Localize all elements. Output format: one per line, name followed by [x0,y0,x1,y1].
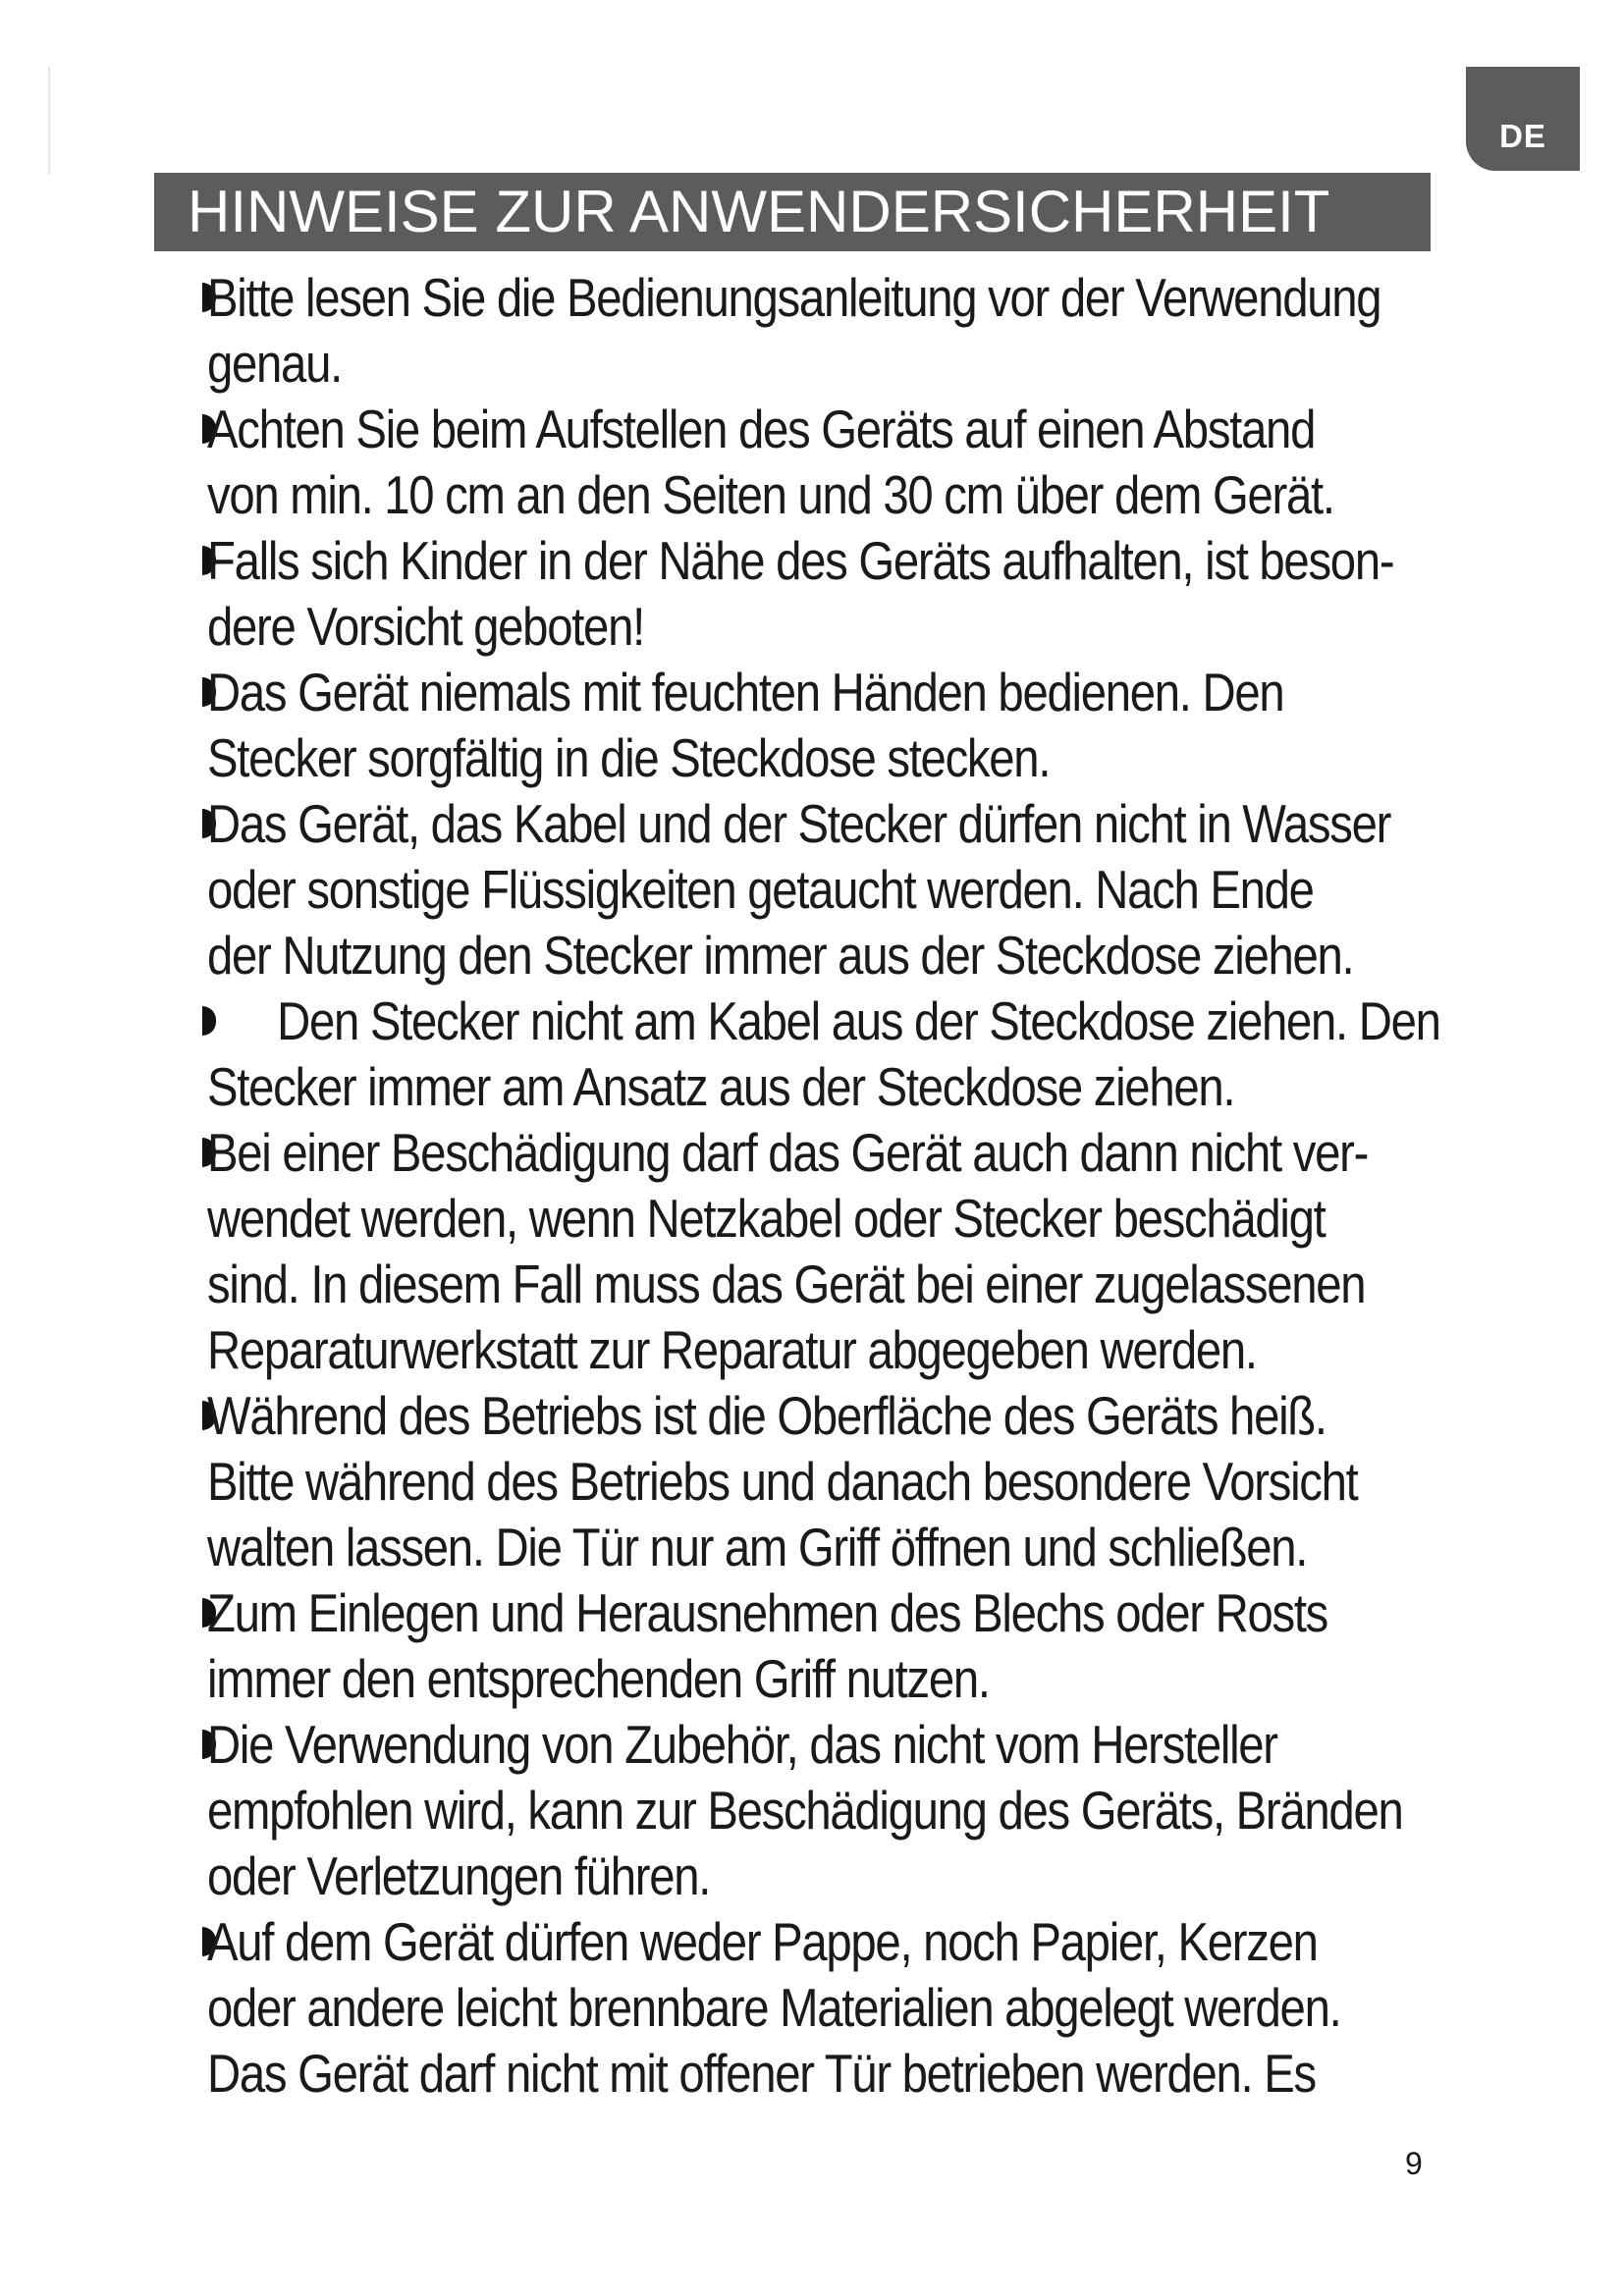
item-line: wendet werden, wenn Netzkabel oder Stecker beschädigt [207,1188,1326,1249]
list-item [207,1120,1513,1383]
list-item [207,1712,1513,1909]
item-line: Das Gerät, das Kabel und der Stecker dürfen nicht in Wasser [207,793,1391,854]
list-item [207,528,1513,660]
page-number: 9 [1405,2146,1423,2181]
item-line: Bitte lesen Sie die Bedienungsanleitung vor der Verwendung [207,267,1381,328]
list-item [207,1909,1513,2107]
list-item [207,791,1513,988]
item-line: Den Stecker nicht am Kabel aus der Steckdose ziehen. Den [207,990,1440,1051]
item-line: der Nutzung den Stecker immer aus der Steckdose ziehen. [207,925,1354,986]
item-line: Zum Einlegen und Herausnehmen des Blechs oder Rosts [207,1582,1328,1643]
item-line: Stecker immer am Ansatz aus der Steckdose ziehen. [207,1056,1235,1117]
item-line: oder Verletzungen führen. [207,1845,711,1906]
section-title: HINWEISE ZUR ANWENDERSICHERHEIT [188,179,1330,244]
item-line: immer den entsprechenden Griff nutzen. [207,1648,990,1709]
item-line: sind. In diesem Fall muss das Gerät bei einer zugelassenen [207,1254,1366,1314]
item-line: Auf dem Gerät dürfen weder Pappe, noch Papier, Kerzen [207,1911,1318,1972]
item-line: von min. 10 cm an den Seiten und 30 cm über dem Gerät. [207,464,1334,525]
list-item [207,1580,1513,1712]
item-line: Bei einer Beschädigung darf das Gerät auch dann nicht ver- [207,1122,1369,1183]
language-tab-label: DE [1499,118,1546,154]
item-line: Das Gerät niemals mit feuchten Händen bedienen. Den [207,662,1284,722]
margin-line [48,67,50,175]
item-line: oder andere leicht brennbare Materialien abgelegt werden. [207,1977,1341,2038]
item-line: Stecker sorgfältig in die Steckdose stecken. [207,727,1051,788]
list-item [207,397,1513,528]
list-item [207,1383,1513,1580]
list-item [207,265,1513,397]
item-line: Falls sich Kinder in der Nähe des Geräts aufhalten, ist beson- [207,530,1394,591]
safety-list [0,265,1624,2107]
item-line: empfohlen wird, kann zur Beschädigung des Geräts, Bränden [207,1780,1403,1841]
list-item [207,988,1562,1120]
item-line: dere Vorsicht geboten! [207,596,644,657]
item-line: walten lassen. Die Tür nur am Griff öffnen und schließen. [207,1517,1308,1577]
item-line: oder sonstige Flüssigkeiten getaucht werden. Nach Ende [207,859,1314,920]
section-header [154,173,1431,251]
language-tab [1466,67,1580,171]
item-line: Die Verwendung von Zubehör, das nicht vom Hersteller [207,1714,1277,1775]
item-line: Das Gerät darf nicht mit offener Tür betrieben werden. Es [207,2043,1316,2104]
item-line: Reparaturwerkstatt zur Reparatur abgegeben werden. [207,1319,1257,1380]
item-line: Während des Betriebs ist die Oberfläche des Geräts heiß. [207,1385,1326,1446]
list-item [207,660,1513,791]
item-line: genau. [207,333,342,394]
item-line: Achten Sie beim Aufstellen des Geräts auf einen Abstand [207,399,1316,459]
item-line: Bitte während des Betriebs und danach besondere Vorsicht [207,1451,1358,1512]
